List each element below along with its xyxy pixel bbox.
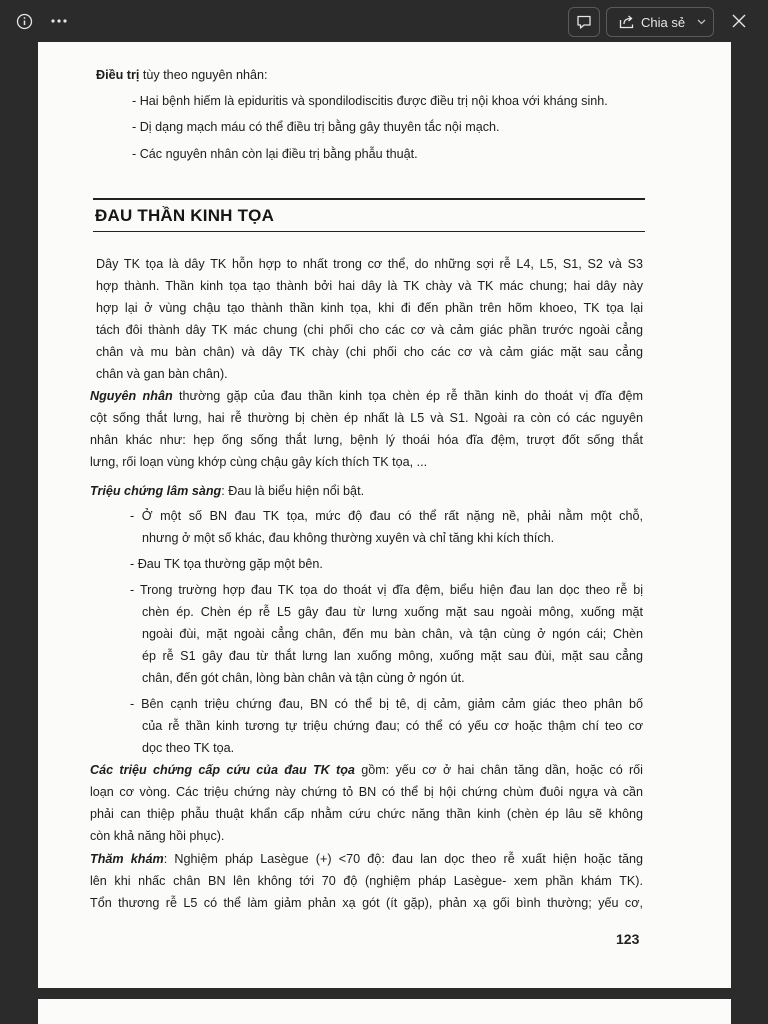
list-item-cont: chân, đến gót chân, lòng bàn chân và tận cùng ở ngón út. bbox=[142, 671, 465, 685]
comment-button[interactable] bbox=[568, 7, 600, 37]
text-line bbox=[90, 848, 643, 870]
text-line: hợp lại ở vùng chậu tạo thành thần kinh tọa, khi đi đến phần trên hõm khoeo, TK tọa lại bbox=[96, 301, 643, 315]
section-heading: ĐAU THẦN KINH TỌA bbox=[95, 206, 275, 225]
page-content bbox=[38, 42, 731, 988]
list-item-cont: dọc theo TK tọa. bbox=[142, 741, 235, 755]
list-item: - Bên cạnh triệu chứng đau, BN có thể bị tê, dị cảm, giảm cảm giác theo phân bố bbox=[130, 697, 643, 711]
text-line bbox=[90, 759, 643, 781]
document-page bbox=[38, 42, 731, 988]
list-item-cont: ngoài đùi, mặt ngoài cẳng chân, đến mu bàn chân, và tận cùng ở ngón cái; Chèn bbox=[142, 627, 643, 641]
text-line: phải can thiệp phẫu thuật khẩn cấp nhằm cứu chức năng thần kinh (chèn ép lâu sẽ không bbox=[90, 807, 643, 821]
list-item-cont: của rễ thần kinh tương tự triệu chứng đau; có thể có yếu cơ hoặc thậm chí teo cơ bbox=[142, 719, 643, 733]
close-icon[interactable] bbox=[728, 10, 750, 32]
treatment-intro-bold: Điều trị bbox=[96, 68, 140, 82]
share-icon bbox=[619, 15, 635, 29]
text-line bbox=[90, 385, 643, 407]
examination-text: : Nghiệm pháp Lasègue (+) <70 độ: đau lan dọc theo rễ xuất hiện hoặc tăng bbox=[163, 852, 643, 866]
next-page-edge bbox=[38, 999, 731, 1024]
heading-rule-top bbox=[93, 198, 645, 200]
causes-label: Nguyên nhân bbox=[90, 389, 173, 403]
viewer-toolbar bbox=[0, 0, 768, 42]
list-item: - Hai bệnh hiếm là epiduritis và spondilodiscitis được điều trị nội khoa với kháng sinh. bbox=[132, 94, 608, 108]
info-icon[interactable] bbox=[14, 11, 34, 31]
share-label: Chia sẻ bbox=[641, 14, 686, 30]
heading-rule-bottom bbox=[93, 231, 645, 232]
paragraph-examination bbox=[90, 848, 643, 914]
list-item-cont: chèn ép. Chèn ép rễ L5 gây đau từ lưng xuống mặt sau ngoài mông, xuống mặt bbox=[142, 605, 643, 619]
text-line: lên khi nhấc chân BN lên không tới 70 độ (nghiệm pháp Lasègue- xem phần khám TK). bbox=[90, 874, 643, 888]
emergency-label: Các triệu chứng cấp cứu của đau TK tọa bbox=[90, 763, 355, 777]
text-line: Tổn thương rễ L5 có thể làm giảm phản xạ gót (ít gặp), phản xạ gối bình thường; yếu cơ, bbox=[90, 896, 643, 910]
text-line: tách đôi thành dây TK mác chung (chi phối cho các cơ và cảm giác phần trước ngoài cẳng bbox=[96, 323, 643, 337]
share-button[interactable] bbox=[606, 7, 714, 37]
comment-icon bbox=[576, 14, 592, 30]
page-number: 123 bbox=[616, 931, 640, 947]
text-line: chân và gan bàn chân). bbox=[96, 367, 228, 381]
symptoms-list bbox=[130, 505, 643, 759]
treatment-intro-rest: tùy theo nguyên nhân: bbox=[139, 68, 268, 82]
clinical-symptoms-text: : Đau là biểu hiện nổi bật. bbox=[221, 484, 365, 498]
emergency-text: gồm: yếu cơ ở hai chân tăng dần, hoặc có rối bbox=[354, 763, 643, 777]
text-line: Dây TK tọa là dây TK hỗn hợp to nhất trong cơ thể, do những sợi rễ L4, L5, S1, S2 và S3 bbox=[96, 257, 643, 271]
paragraph-emergency bbox=[90, 759, 643, 847]
list-item: - Dị dạng mạch máu có thể điều trị bằng gây thuyên tắc nội mạch. bbox=[132, 120, 500, 134]
causes-text: thường gặp của đau thần kinh tọa chèn ép rễ thần kinh do thoát vị đĩa đệm bbox=[172, 389, 644, 403]
paragraph-causes bbox=[90, 385, 643, 473]
list-item: - Các nguyên nhân còn lại điều trị bằng phẫu thuật. bbox=[132, 147, 418, 161]
text-line: cột sống thắt lưng, hai rễ thường bị chèn ép nhất là L5 và S1. Ngoài ra còn có các nguyên bbox=[90, 411, 643, 425]
text-line: lưng, rối loạn vùng khớp cùng chậu gây kích thích TK tọa, ... bbox=[90, 455, 428, 469]
list-item-cont: ép rễ S1 gây đau từ thắt lưng lan xuống mông, xuống mặt sau đùi, mặt sau cẳng bbox=[142, 649, 643, 663]
list-item: - Ở một số BN đau TK tọa, mức độ đau có thể rất nặng nề, phải nằm một chỗ, bbox=[130, 509, 643, 523]
list-item: - Đau TK tọa thường gặp một bên. bbox=[130, 557, 323, 571]
clinical-symptoms-label: Triệu chứng lâm sàng bbox=[90, 484, 222, 498]
text-line: nhân khác như: hẹp ống sống thắt lưng, bệnh lý thoái hóa đĩa đệm, trượt đốt sống thắt bbox=[90, 433, 643, 447]
more-options-icon[interactable] bbox=[48, 11, 70, 31]
text-line: loạn cơ vòng. Các triệu chứng này chứng tỏ BN có thể bị hội chứng chùm đuôi ngựa và cần bbox=[90, 785, 643, 799]
examination-label: Thăm khám bbox=[90, 852, 164, 866]
clinical-symptoms-intro bbox=[90, 480, 364, 502]
chevron-down-icon bbox=[697, 17, 706, 28]
treatment-intro bbox=[96, 64, 268, 86]
text-line: hợp thành. Thần kinh tọa tạo thành bởi hai dây là TK chày và TK mác chung; hai dây này bbox=[96, 279, 643, 293]
text-line: chân và mu bàn chân) và dây TK chày (chi phối cho các cơ và cảm giác mặt sau cẳng bbox=[96, 345, 643, 359]
list-item: - Trong trường hợp đau TK tọa do thoát vị đĩa đệm, biểu hiện đau lan dọc theo rễ bị bbox=[130, 583, 643, 597]
paragraph-sciatic-nerve bbox=[96, 253, 643, 385]
text-line: còn khả năng hồi phục). bbox=[90, 829, 225, 843]
list-item-cont: nhưng ở một số khác, đau không thường xuyên và chỉ tăng khi kích thích. bbox=[142, 531, 555, 545]
